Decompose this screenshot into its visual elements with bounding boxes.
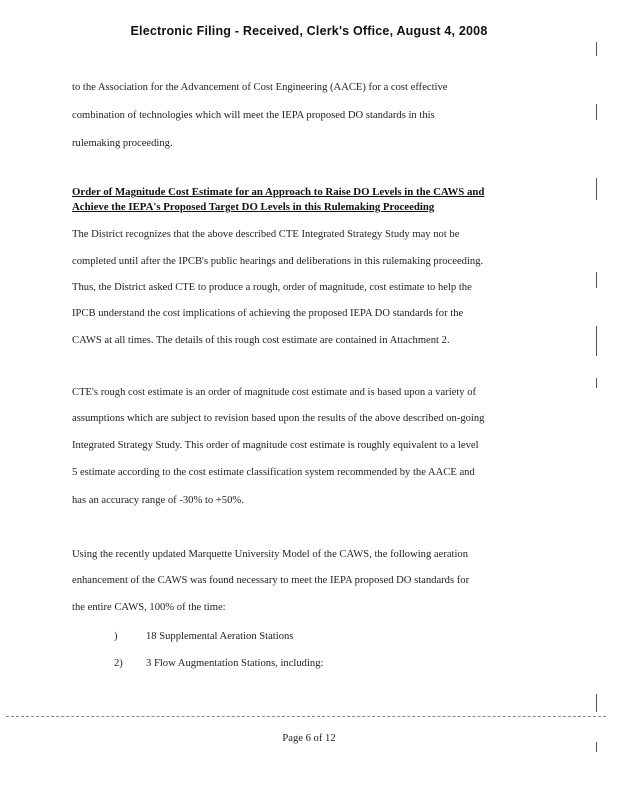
page-number: Page 6 of 12	[282, 733, 336, 744]
paragraph-2-line: CTE's rough cost estimate is an order of magnitude cost estimate and is based upon a variety of	[72, 387, 477, 398]
scan-edge-mark	[596, 378, 597, 388]
scan-edge-mark	[596, 326, 597, 356]
paragraph-3-line: the entire CAWS, 100% of the time:	[72, 602, 226, 613]
paragraph-1-line: completed until after the IPCB's public hearings and deliberations in this rulemaking proceeding.	[72, 256, 484, 267]
paragraph-1-line: CAWS at all times. The details of this rough cost estimate are contained in Attachment 2.	[72, 335, 450, 346]
paragraph-2-line: assumptions which are subject to revision based upon the results of the above described on-going	[72, 413, 485, 424]
scan-edge-mark	[596, 42, 597, 56]
scan-edge-mark	[596, 742, 597, 752]
intro-line: rulemaking proceeding.	[72, 138, 173, 149]
filing-stamp: Electronic Filing - Received, Clerk's Office, August 4, 2008	[130, 24, 488, 38]
paragraph-1-line: Thus, the District asked CTE to produce a rough, order of magnitude, cost estimate to help the	[72, 282, 472, 293]
list-item-number: 2)	[114, 658, 123, 669]
scan-edge-mark	[596, 272, 597, 288]
intro-line: to the Association for the Advancement of Cost Engineering (AACE) for a cost effective	[72, 82, 448, 93]
section-heading-line-2: Achieve the IEPA's Proposed Target DO Levels in this Rulemaking Proceeding	[72, 201, 435, 213]
paragraph-1-line: The District recognizes that the above described CTE Integrated Strategy Study may not be	[72, 229, 460, 240]
list-item-text: 18 Supplemental Aeration Stations	[146, 631, 294, 642]
scan-edge-mark	[596, 178, 597, 200]
paragraph-2-line: has an accuracy range of -30% to +50%.	[72, 495, 244, 506]
paragraph-3-line: enhancement of the CAWS was found necessary to meet the IEPA proposed DO standards for	[72, 575, 470, 586]
footer-divider	[6, 716, 606, 717]
paragraph-1-line: IPCB understand the cost implications of achieving the proposed IEPA DO standards for the	[72, 308, 464, 319]
paragraph-2-line: 5 estimate according to the cost estimate classification system recommended by the AACE and	[72, 467, 475, 478]
list-item-number: )	[114, 631, 118, 642]
intro-line: combination of technologies which will meet the IEPA proposed DO standards in this	[72, 110, 435, 121]
paragraph-3-line: Using the recently updated Marquette University Model of the CAWS, the following aeration	[72, 549, 469, 560]
section-heading-line-1: Order of Magnitude Cost Estimate for an Approach to Raise DO Levels in the CAWS and	[72, 186, 485, 198]
list-item-text: 3 Flow Augmentation Stations, including:	[146, 658, 324, 669]
scan-edge-mark	[596, 694, 597, 712]
paragraph-2-line: Integrated Strategy Study. This order of magnitude cost estimate is roughly equivalent to a level	[72, 440, 479, 451]
scan-edge-mark	[596, 104, 597, 120]
